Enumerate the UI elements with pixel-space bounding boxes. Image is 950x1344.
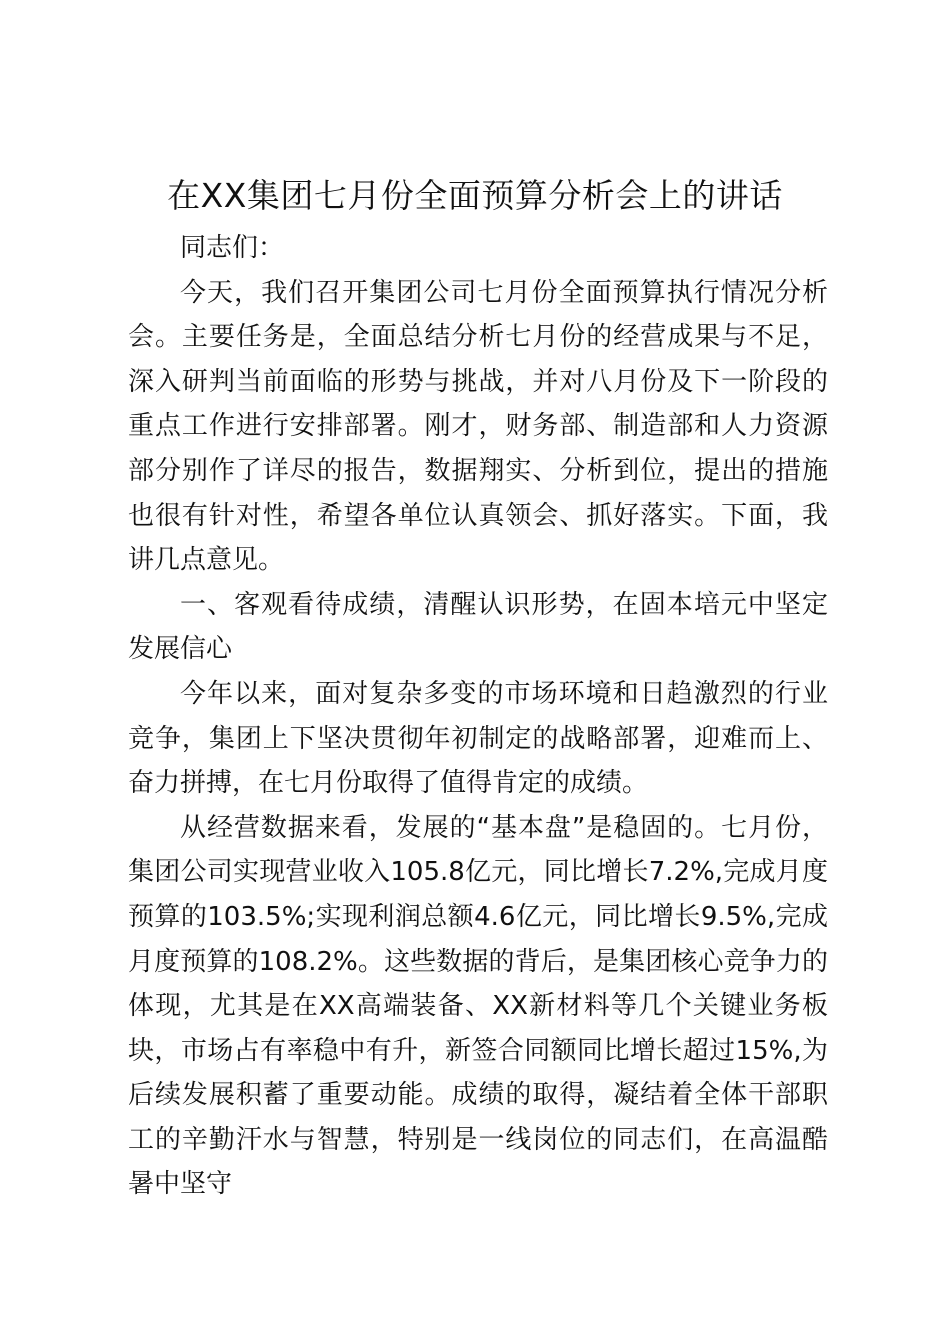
- body-paragraph-2: 从经营数据来看，发展的“基本盘”是稳固的。七月份，集团公司实现营业收入105.8亿元，同比增长7.2%,完成月度预算的103.5%;实现利润总额4.6亿元，同比增长9.5%,完成月度预算的108.2%。这些数据的背后，是集团核心竞争力的体现，尤其是在XX高端装备、XX新材料等几个关键业务板块，市场占有率稳中有升，新签合同额同比增长超过15%,为后续发展积蓄了重要动能。成绩的取得，凝结着全体干部职工的辛勤汗水与智慧，特别是一线岗位的同志们，在高温酷暑中坚守: [128, 812, 828, 1200]
- opening-paragraph: 今天，我们召开集团公司七月份全面预算执行情况分析会。主要任务是，全面总结分析七月份的经营成果与不足，深入研判当前面临的形势与挑战，并对八月份及下一阶段的重点工作进行安排部署。刚才，财务部、制造部和人力资源部分别作了详尽的报告，数据翔实、分析到位，提出的措施也很有针对性，希望各单位认真领会、抓好落实。下面，我讲几点意见。: [128, 277, 828, 576]
- salutation: 同志们：: [180, 233, 285, 263]
- section-heading-1: 一、客观看待成绩，清醒认识形势，在固本培元中坚定发展信心: [128, 589, 828, 665]
- document-body: [128, 226, 828, 1207]
- body-paragraph-1: 今年以来，面对复杂多变的市场环境和日趋激烈的行业竞争，集团上下坚决贯彻年初制定的战略部署，迎难而上、奋力拼搏，在七月份取得了值得肯定的成绩。: [128, 678, 828, 799]
- document-title: 在XX集团七月份全面预算分析会上的讲话: [167, 176, 783, 215]
